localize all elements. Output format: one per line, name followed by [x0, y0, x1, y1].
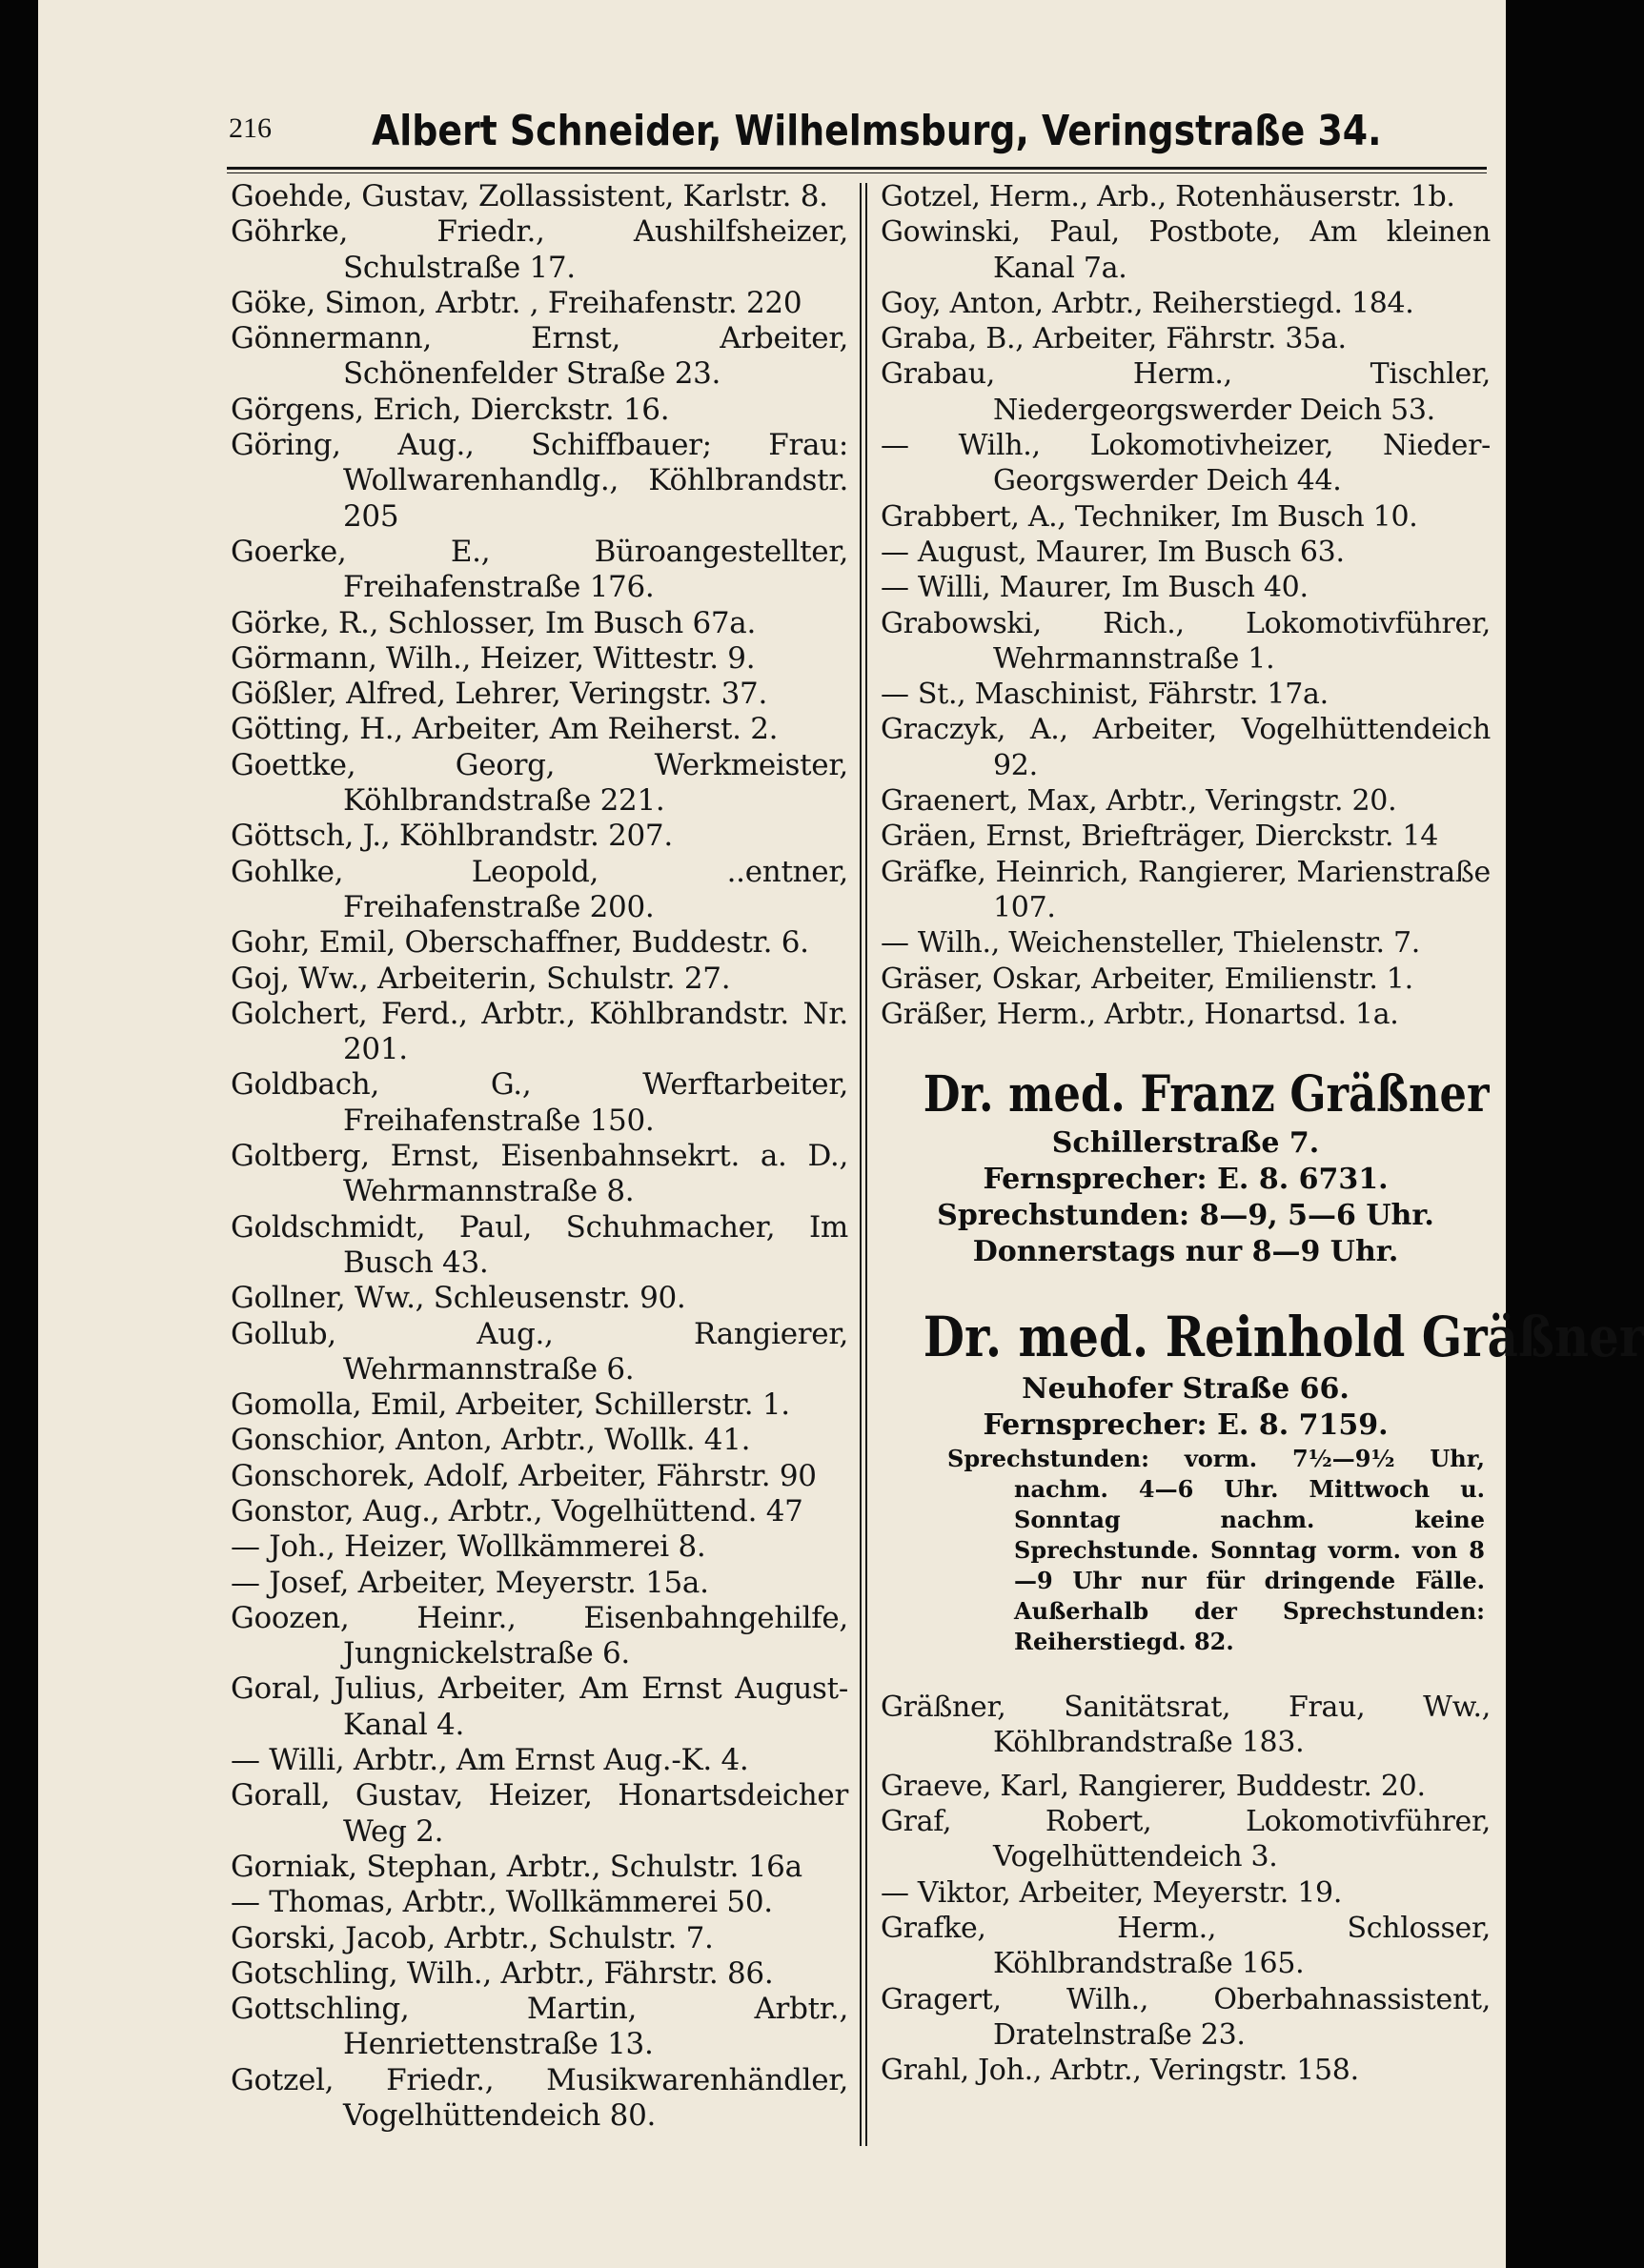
directory-entry: Göttsch, J., Köhlbrandstr. 207. [231, 819, 673, 854]
directory-entry: Gonschior, Anton, Arbtr., Wollk. 41. [231, 1423, 751, 1458]
directory-entry: Gonstor, Aug., Arbtr., Vogelhüttend. 47 [231, 1493, 803, 1529]
directory-entry: Goltberg, Ernst, Eisenbahnsekrt. a. D., Wehrmannstraße 8. [231, 1139, 848, 1209]
directory-entry: Gorski, Jacob, Arbtr., Schulstr. 7. [231, 1920, 714, 1955]
directory-entry: Graf, Robert, Lokomotivführer, Vogelhüttendeich 3. [881, 1805, 1491, 1874]
directory-entry: Goj, Ww., Arbeiterin, Schulstr. 27. [231, 961, 731, 996]
directory-entry: Goy, Anton, Arbtr., Reiherstiegd. 184. [881, 286, 1414, 320]
advert-street: Neuhofer Straße 66. [1022, 1372, 1350, 1407]
directory-entry: Gohr, Emil, Oberschaffner, Buddestr. 6. [231, 925, 809, 961]
directory-entry: Gotzel, Herm., Arb., Rotenhäuserstr. 1b. [881, 180, 1455, 213]
advert-name: Dr. med. Reinhold Gräßner [923, 1305, 1644, 1370]
directory-entry: Grahl, Joh., Arbtr., Veringstr. 158. [881, 2054, 1359, 2088]
advert-phone: Fernsprecher: E. 8. 7159. [983, 1408, 1389, 1443]
directory-entry: Golchert, Ferd., Arbtr., Köhlbrandstr. Nr. 201. [231, 996, 848, 1067]
directory-entry: — Viktor, Arbeiter, Meyerstr. 19. [881, 1875, 1343, 1910]
directory-entry: — Willi, Maurer, Im Busch 40. [881, 571, 1309, 605]
page-number: 216 [229, 112, 272, 144]
running-title: Albert Schneider, Wilhelmsburg, Veringstraße 34. [372, 107, 1382, 155]
advert-name: Dr. med. Franz Gräßner [923, 1065, 1490, 1124]
directory-entry: Goerke, E., Büroangestellter, Freihafenstraße 176. [231, 534, 848, 605]
directory-entry: Görgens, Erich, Dierckstr. 16. [231, 392, 670, 427]
directory-entry: Graczyk, A., Arbeiter, Vogelhüttendeich 92. [881, 713, 1491, 782]
directory-entry: Goehde, Gustav, Zollassistent, Karlstr. 8. [231, 179, 828, 213]
directory-entry: Gräen, Ernst, Briefträger, Dierckstr. 14 [881, 820, 1439, 854]
directory-entry: Gomolla, Emil, Arbeiter, Schillerstr. 1. [231, 1387, 790, 1423]
advert-hours: Sprechstunden: 8—9, 5—6 Uhr. [937, 1199, 1434, 1233]
directory-entry: Gößler, Alfred, Lehrer, Veringstr. 37. [231, 677, 768, 712]
header-rule-thin [227, 172, 1487, 173]
left-column [231, 179, 848, 2134]
directory-entry: Goozen, Heinr., Eisenbahngehilfe, Jungnickelstraße 6. [231, 1600, 848, 1671]
directory-entry: Gorall, Gustav, Heizer, Honartsdeicher Weg 2. [231, 1778, 848, 1849]
directory-entry: Goldschmidt, Paul, Schuhmacher, Im Busch 43. [231, 1209, 848, 1280]
right-column [881, 179, 1644, 2088]
advert-hours: Sprechstunden: vorm. 7½—9½ Uhr, nachm. 4—6 Uhr. Mittwoch u. Sonntag nachm. keine Sprechstunde. Sonntag vorm. von 8—9 Uhr nur für dringende Fälle. Außerhalb der Sprechstunden: Reiherstiegd. 82. [947, 1445, 1485, 1656]
directory-entry: Graenert, Max, Arbtr., Veringstr. 20. [881, 784, 1397, 819]
directory-entry: Gönnermann, Ernst, Arbeiter, Schönenfelder Straße 23. [231, 321, 848, 392]
directory-entry: Götting, H., Arbeiter, Am Reiherst. 2. [231, 712, 779, 747]
directory-entry: — Josef, Arbeiter, Meyerstr. 15a. [231, 1565, 709, 1600]
directory-entry: Gotschling, Wilh., Arbtr., Fährstr. 86. [231, 1955, 774, 1991]
column-divider-second [865, 183, 867, 2146]
directory-entry: Görke, R., Schlosser, Im Busch 67a. [231, 605, 757, 640]
directory-entry: Grafke, Herm., Schlosser, Köhlbrandstraße 165. [881, 1911, 1491, 1981]
column-divider [860, 183, 862, 2146]
directory-entry: Gollner, Ww., Schleusenstr. 90. [231, 1281, 686, 1316]
directory-entry: Gorniak, Stephan, Arbtr., Schulstr. 16a [231, 1849, 802, 1884]
directory-entry: — Wilh., Lokomotivheizer, Nieder-Georgswerder Deich 44. [881, 429, 1491, 498]
directory-entry: Gräßer, Herm., Arbtr., Honartsd. 1a. [881, 997, 1399, 1031]
directory-entry: Göke, Simon, Arbtr. , Freihafenstr. 220 [231, 285, 802, 320]
directory-entry: Goettke, Georg, Werkmeister, Köhlbrandstraße 221. [231, 747, 848, 819]
directory-entry: Goldbach, G., Werftarbeiter, Freihafenstraße 150. [231, 1067, 848, 1138]
directory-entry: Göring, Aug., Schiffbauer; Frau: Wollwarenhandlg., Köhlbrandstr. 205 [231, 428, 848, 534]
header-rule [227, 167, 1487, 170]
advert-street: Schillerstraße 7. [1051, 1126, 1320, 1161]
advert-thursday: Donnerstags nur 8—9 Uhr. [972, 1235, 1399, 1269]
directory-entry: Graba, B., Arbeiter, Fährstr. 35a. [881, 322, 1347, 356]
directory-entry: Gonschorek, Adolf, Arbeiter, Fährstr. 90 [231, 1458, 817, 1493]
directory-entry: Gollub, Aug., Rangierer, Wehrmannstraße 6. [231, 1316, 848, 1387]
directory-entry: — Thomas, Arbtr., Wollkämmerei 50. [231, 1885, 773, 1920]
directory-entry: — St., Maschinist, Fährstr. 17a. [881, 678, 1329, 712]
advert-phone: Fernsprecher: E. 8. 6731. [983, 1163, 1389, 1197]
directory-entry: Grabowski, Rich., Lokomotivführer, Wehrmannstraße 1. [881, 606, 1491, 676]
directory-entry: Gohlke, Leopold, ..entner, Freihafenstraße 200. [231, 854, 848, 924]
directory-entry: — Wilh., Weichensteller, Thielenstr. 7. [881, 926, 1421, 961]
directory-entry: Gowinski, Paul, Postbote, Am kleinen Kanal 7a. [881, 215, 1491, 285]
directory-entry: — August, Maurer, Im Busch 63. [881, 535, 1345, 569]
directory-entry: Gottschling, Martin, Arbtr., Henriettenstraße 13. [231, 1992, 848, 2062]
directory-entry: Graeve, Karl, Rangierer, Buddestr. 20. [881, 1769, 1426, 1803]
advert-reinhold-graessner [881, 1303, 1644, 1657]
directory-entry: Gragert, Wilh., Oberbahnassistent, Dratelnstraße 23. [881, 1982, 1491, 2052]
directory-entry: Grabau, Herm., Tischler, Niedergeorgswerder Deich 53. [881, 357, 1491, 427]
directory-entry: Görmann, Wilh., Heizer, Wittestr. 9. [231, 640, 756, 676]
directory-page [38, 0, 1644, 2268]
advert-franz-graessner [881, 1064, 1491, 1270]
directory-entry: Göhrke, Friedr., Aushilfsheizer, Schulstraße 17. [231, 214, 848, 285]
directory-entry: Gräfke, Heinrich, Rangierer, Marienstraße 107. [881, 855, 1491, 924]
directory-entry: Grabbert, A., Techniker, Im Busch 10. [881, 499, 1418, 534]
directory-entry: Gräßner, Sanitätsrat, Frau, Ww., Köhlbrandstraße 183. [881, 1691, 1491, 1760]
directory-entry: — Willi, Arbtr., Am Ernst Aug.-K. 4. [231, 1743, 749, 1778]
directory-entry: Goral, Julius, Arbeiter, Am Ernst August-Kanal 4. [231, 1671, 848, 1742]
directory-entry: Gotzel, Friedr., Musikwarenhändler, Vogelhüttendeich 80. [231, 2062, 848, 2134]
directory-entry: — Joh., Heizer, Wollkämmerei 8. [231, 1529, 706, 1565]
directory-entry: Gräser, Oskar, Arbeiter, Emilienstr. 1. [881, 962, 1413, 996]
